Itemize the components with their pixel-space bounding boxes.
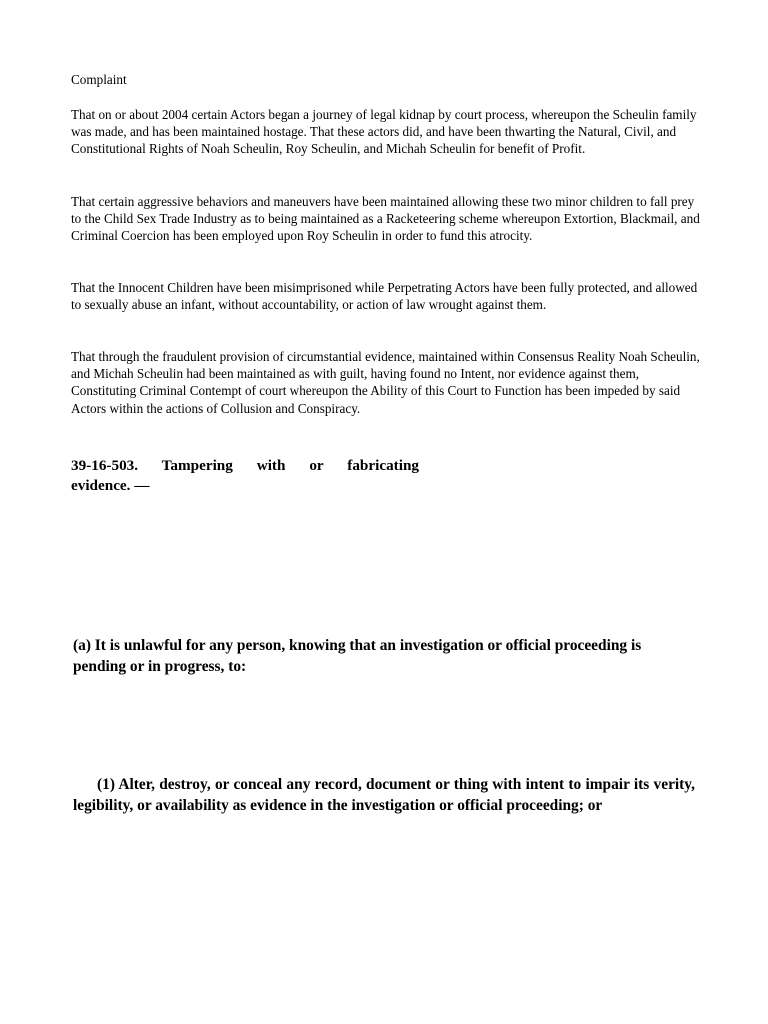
statute-title-line-2: evidence. — [71,477,150,494]
statute-subsection-1 [73,774,695,816]
complaint-paragraph-1: That on or about 2004 certain Actors began a journey of legal kidnap by court process, whereupon the Scheulin family was made, and has been maintained hostage. That these actors did, and have been thwarting the Natural, Civil, and Constitutional Rights of Noah Scheulin, Roy Scheulin, and Michah Scheulin for benefit of Profit. [71,107,697,157]
complaint-paragraph-3: That the Innocent Children have been misimprisoned while Perpetrating Actors have been fully protected, and allowed to sexually abuse an infant, without accountability, or action of law wrought against them. [71,280,698,313]
statute-title-line-1: 39-16-503. Tampering with or fabricating [71,457,419,474]
complaint-paragraph-2: That certain aggressive behaviors and maneuvers have been maintained allowing these two minor children to fall prey to the Child Sex Trade Industry as to being maintained as a Racketeering scheme whereupon Extortion, Blackmail, and Criminal Coercion has been employed upon Roy Scheulin in order to fund this atrocity. [71,194,700,244]
document-heading: Complaint [71,72,127,87]
complaint-paragraph-4: That through the fraudulent provision of circumstantial evidence, maintained within Consensus Reality Noah Scheulin, and Michah Scheulin had been maintained as with guilt, having found no Intent, nor evidence against them, Constituting Criminal Contempt of court whereupon the Ability of this Court to Function has been impeded by said Actors within the actions of Collusion and Conspiracy. [71,349,700,416]
statute-subsection-a: (a) It is unlawful for any person, knowing that an investigation or official proceeding is pending or in progress, to: [73,637,642,675]
statute-subsection-1-text: (1) Alter, destroy, or conceal any record, document or thing with intent to impair its verity, legibility, or availability as evidence in the investigation or official proceeding; or [73,776,695,814]
statute-title [71,456,419,496]
